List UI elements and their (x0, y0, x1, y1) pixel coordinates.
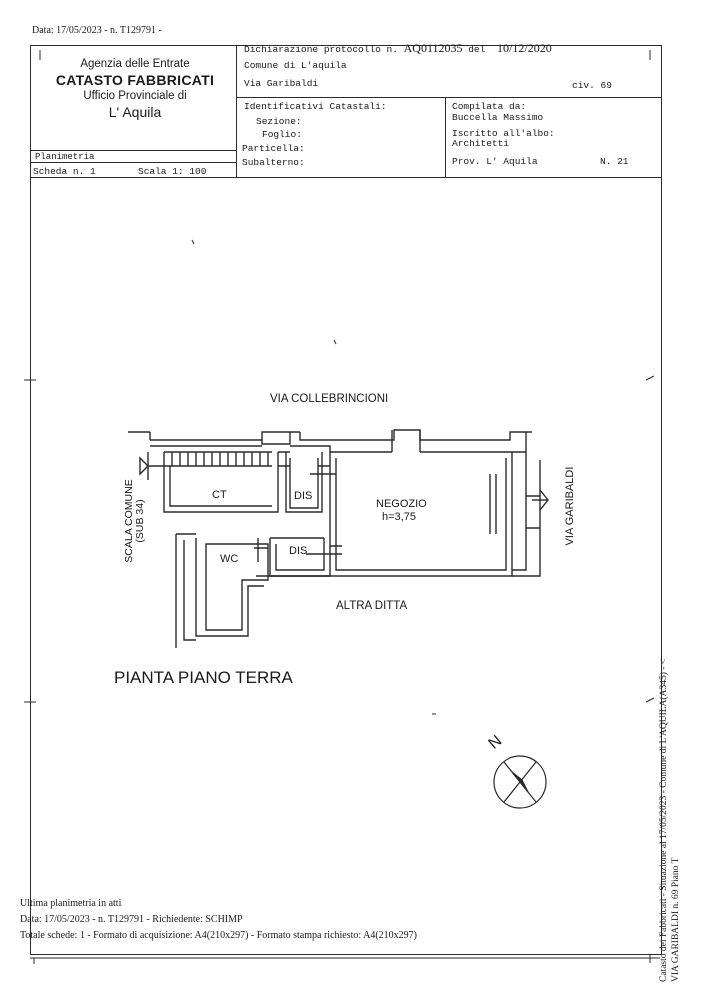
agency-city: L' Aquila (108, 104, 162, 120)
room-negozio-label: NEGOZIO (376, 498, 427, 510)
street-right-label: VIA GARIBALDI (564, 466, 576, 546)
identifiers-heading: Identificativi Catastali: (244, 101, 387, 112)
room-dis-1-label: DIS (294, 490, 313, 502)
room-dis-2-label: DIS (289, 545, 308, 557)
stair-label: SCALA COMUNE (SUB 34) (123, 479, 146, 563)
neighbor-label: ALTRA DITTA (336, 600, 408, 612)
footer-totals: Totale schede: 1 - Formato di acquisizione: A4(210x297) - Formato stampa richiesto: A4(210x297) (20, 930, 417, 941)
identifiers-foglio: Foglio: (262, 129, 302, 140)
identifiers-subalterno: Subalterno: (242, 157, 305, 168)
plan-title: PIANTA PIANO TERRA (114, 668, 293, 687)
compiler-registry: Architetti (452, 138, 510, 149)
identifiers-particella: Particella: (242, 143, 305, 154)
declaration-civico: civ. 69 (572, 80, 612, 91)
compiler-name: Buccella Massimo (452, 112, 544, 123)
footer-last-plan: Ultima planimetria in atti (20, 898, 122, 909)
compiler-province: Prov. L' Aquila (452, 156, 538, 167)
declaration-comune: Comune di L'aquila (244, 60, 347, 71)
compiler-number: N. 21 (600, 156, 629, 167)
top-stamp: Data: 17/05/2023 - n. T129791 - (32, 25, 162, 36)
declaration-street: Via Garibaldi (244, 78, 319, 89)
north-label: N (485, 732, 506, 753)
room-negozio-height: h=3,75 (382, 511, 416, 523)
street-top-label: VIA COLLEBRINCIONI (270, 393, 389, 405)
room-ct-label: CT (212, 489, 227, 501)
agency-office: Ufficio Provinciale di (83, 90, 187, 102)
compiler-label: Compilata da: (452, 101, 527, 112)
agency-name: Agenzia delle Entrate (80, 58, 190, 70)
agency-catasto: CATASTO FABBRICATI (55, 72, 215, 88)
compiler-registry-label: Iscritto all'albo: (452, 128, 555, 139)
footer-request: Data: 17/05/2023 - n. T129791 - Richiedente: SCHIMP (20, 914, 243, 925)
side-stamp: Catasto dei Fabbricati - Situazione al 17/05/2023 - Comune di L'AQUILA(A345) - < VIA GARIBALDI n. 69 Piano T (659, 658, 681, 982)
scala-label: Scala 1: 100 (138, 166, 207, 177)
identifiers-sezione: Sezione: (256, 116, 302, 127)
declaration-protocol: Dichiarazione protocollo n. AQ0112035 del 10/12/2020 (244, 41, 552, 55)
planimetria-label: Planimetria (35, 152, 95, 162)
room-wc-label: WC (220, 553, 239, 565)
scheda-label: Scheda n. 1 (33, 166, 96, 177)
